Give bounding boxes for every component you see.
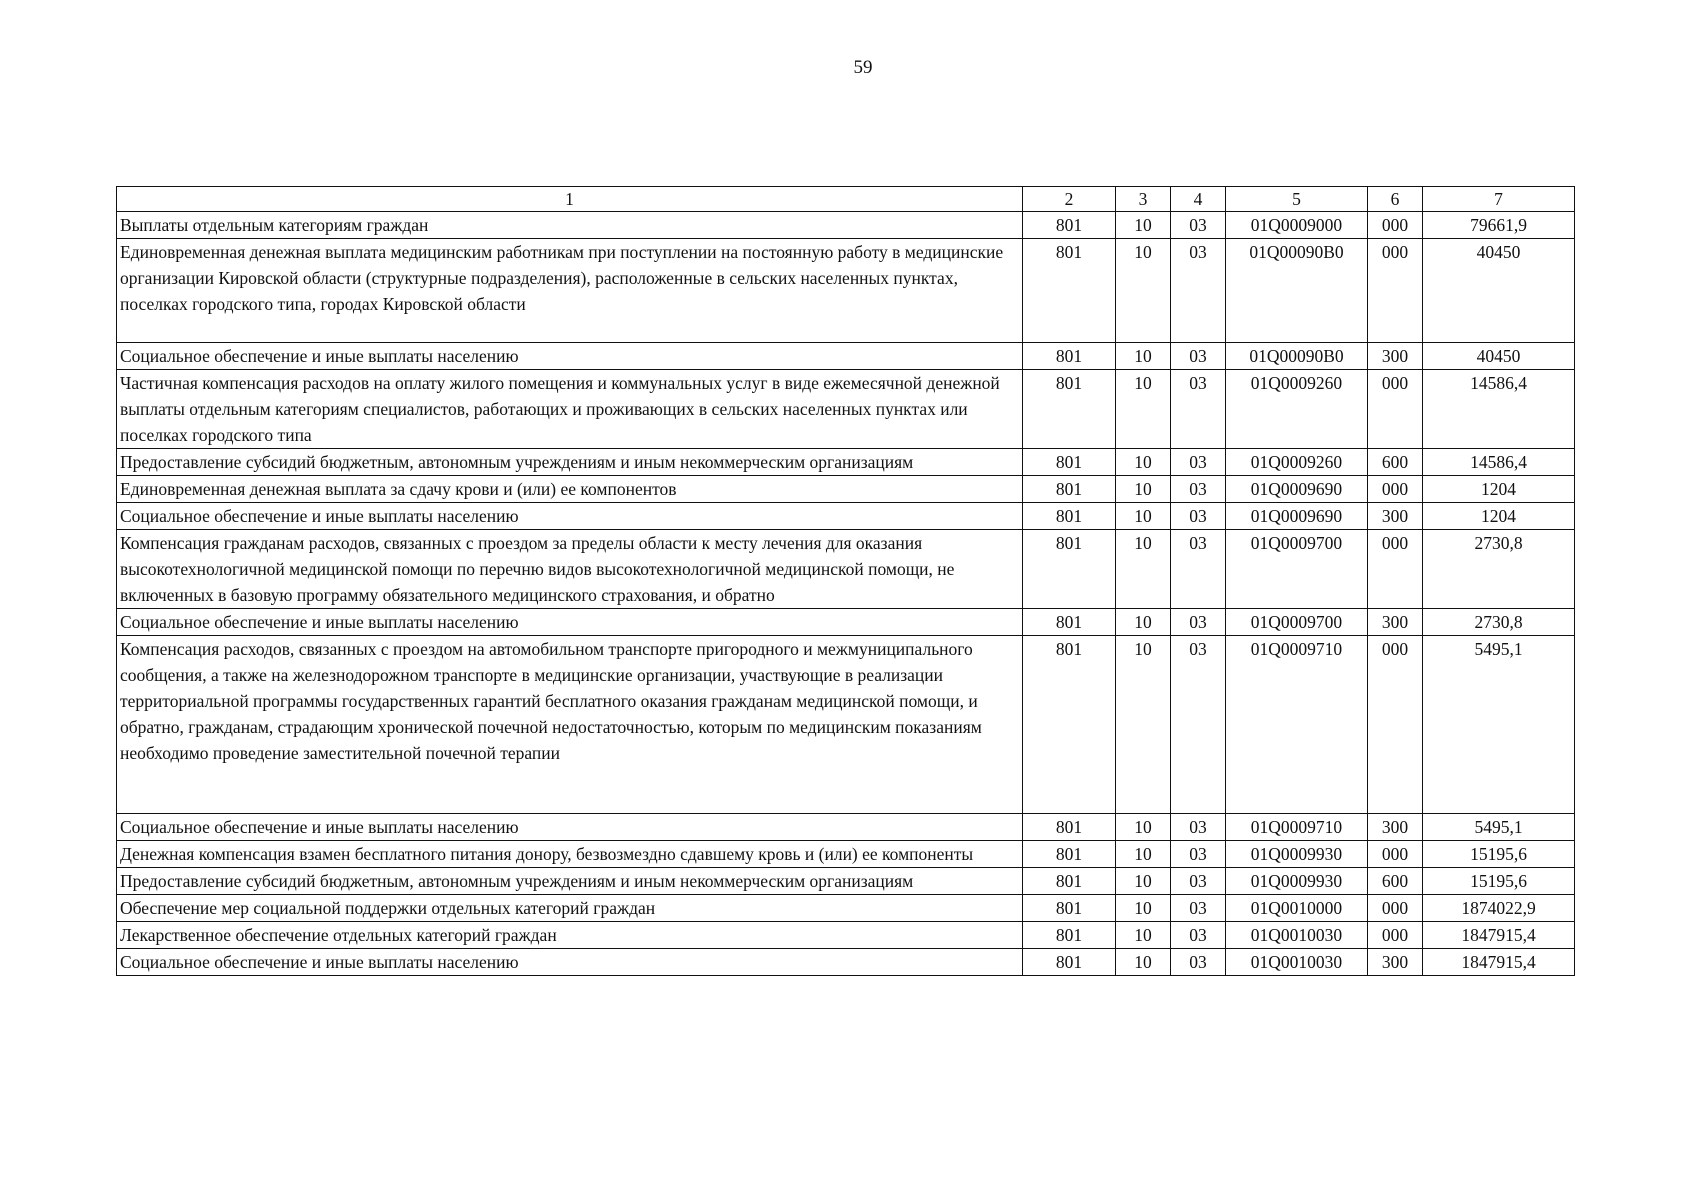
department-code-cell: 801	[1023, 370, 1116, 449]
table-row	[117, 841, 1575, 868]
amount-cell: 1874022,9	[1423, 895, 1575, 922]
target-article-cell: 01Q0009000	[1226, 212, 1368, 239]
section-code-cell: 10	[1116, 868, 1171, 895]
expense-type-cell: 000	[1368, 895, 1423, 922]
item-name-cell: Компенсация расходов, связанных с проездом на автомобильном транспорте пригородного и межмуниципального сообщения, а также на железнодорожном транспорте в медицинские организации, участвующие в реализации территориальной программы государственных гарантий бесплатного оказания гражданам медицинской помощи, и обратно, гражданам, страдающим хронической почечной недостаточностью, которым по медицинским показаниям необходимо проведение заместительной почечной терапии	[117, 636, 1023, 814]
section-code-cell: 10	[1116, 343, 1171, 370]
item-name-cell: Компенсация гражданам расходов, связанных с проездом за пределы области к месту лечения для оказания высокотехнологичной медицинской помощи по перечню видов высокотехнологичной медицинской помощи, не включенных в базовую программу обязательного медицинского страхования, и обратно	[117, 530, 1023, 609]
department-code-cell: 801	[1023, 239, 1116, 343]
item-name-cell: Единовременная денежная выплата медицинским работникам при поступлении на постоянную работу в медицинские организации Кировской области (структурные подразделения), расположенные в сельских населенных пунктах, поселках городского типа, городах Кировской области	[117, 239, 1023, 343]
expense-type-cell: 000	[1368, 841, 1423, 868]
section-code-cell: 10	[1116, 530, 1171, 609]
target-article-cell: 01Q0009700	[1226, 530, 1368, 609]
table-row	[117, 868, 1575, 895]
column-header: 2	[1023, 187, 1116, 212]
section-code-cell: 10	[1116, 841, 1171, 868]
target-article-cell: 01Q0010000	[1226, 895, 1368, 922]
table-row	[117, 949, 1575, 976]
table-row	[117, 449, 1575, 476]
subsection-code-cell: 03	[1171, 503, 1226, 530]
subsection-code-cell: 03	[1171, 239, 1226, 343]
amount-cell: 2730,8	[1423, 609, 1575, 636]
item-name-cell: Социальное обеспечение и иные выплаты населению	[117, 343, 1023, 370]
amount-cell: 1204	[1423, 503, 1575, 530]
subsection-code-cell: 03	[1171, 530, 1226, 609]
section-code-cell: 10	[1116, 922, 1171, 949]
subsection-code-cell: 03	[1171, 609, 1226, 636]
table-row	[117, 609, 1575, 636]
item-name-cell: Единовременная денежная выплата за сдачу крови и (или) ее компонентов	[117, 476, 1023, 503]
item-name-cell: Социальное обеспечение и иные выплаты населению	[117, 949, 1023, 976]
expense-type-cell: 000	[1368, 530, 1423, 609]
expense-type-cell: 000	[1368, 922, 1423, 949]
subsection-code-cell: 03	[1171, 476, 1226, 503]
target-article-cell: 01Q0009690	[1226, 503, 1368, 530]
expense-type-cell: 000	[1368, 370, 1423, 449]
subsection-code-cell: 03	[1171, 895, 1226, 922]
subsection-code-cell: 03	[1171, 212, 1226, 239]
subsection-code-cell: 03	[1171, 449, 1226, 476]
target-article-cell: 01Q0009260	[1226, 449, 1368, 476]
section-code-cell: 10	[1116, 895, 1171, 922]
target-article-cell: 01Q00090B0	[1226, 239, 1368, 343]
table-row	[117, 239, 1575, 343]
expense-type-cell: 300	[1368, 609, 1423, 636]
table-row	[117, 343, 1575, 370]
section-code-cell: 10	[1116, 503, 1171, 530]
expense-type-cell: 000	[1368, 476, 1423, 503]
item-name-cell: Денежная компенсация взамен бесплатного питания донору, безвозмездно сдавшему кровь и (или) ее компоненты	[117, 841, 1023, 868]
column-header: 6	[1368, 187, 1423, 212]
amount-cell: 2730,8	[1423, 530, 1575, 609]
item-name-cell: Социальное обеспечение и иные выплаты населению	[117, 814, 1023, 841]
department-code-cell: 801	[1023, 895, 1116, 922]
amount-cell: 5495,1	[1423, 814, 1575, 841]
subsection-code-cell: 03	[1171, 922, 1226, 949]
department-code-cell: 801	[1023, 636, 1116, 814]
subsection-code-cell: 03	[1171, 370, 1226, 449]
expense-type-cell: 300	[1368, 343, 1423, 370]
target-article-cell: 01Q0010030	[1226, 922, 1368, 949]
subsection-code-cell: 03	[1171, 343, 1226, 370]
department-code-cell: 801	[1023, 814, 1116, 841]
subsection-code-cell: 03	[1171, 636, 1226, 814]
target-article-cell: 01Q00090B0	[1226, 343, 1368, 370]
column-header: 7	[1423, 187, 1575, 212]
section-code-cell: 10	[1116, 212, 1171, 239]
amount-cell: 40450	[1423, 343, 1575, 370]
expense-type-cell: 000	[1368, 636, 1423, 814]
table-row	[117, 530, 1575, 609]
target-article-cell: 01Q0009260	[1226, 370, 1368, 449]
department-code-cell: 801	[1023, 609, 1116, 636]
department-code-cell: 801	[1023, 212, 1116, 239]
column-header: 1	[117, 187, 1023, 212]
amount-cell: 15195,6	[1423, 841, 1575, 868]
expense-type-cell: 300	[1368, 503, 1423, 530]
amount-cell: 1847915,4	[1423, 949, 1575, 976]
item-name-cell: Обеспечение мер социальной поддержки отдельных категорий граждан	[117, 895, 1023, 922]
table-row	[117, 636, 1575, 814]
target-article-cell: 01Q0009930	[1226, 868, 1368, 895]
department-code-cell: 801	[1023, 949, 1116, 976]
amount-cell: 40450	[1423, 239, 1575, 343]
department-code-cell: 801	[1023, 449, 1116, 476]
section-code-cell: 10	[1116, 636, 1171, 814]
department-code-cell: 801	[1023, 841, 1116, 868]
section-code-cell: 10	[1116, 814, 1171, 841]
item-name-cell: Социальное обеспечение и иные выплаты населению	[117, 503, 1023, 530]
expense-type-cell: 000	[1368, 239, 1423, 343]
column-header: 5	[1226, 187, 1368, 212]
department-code-cell: 801	[1023, 922, 1116, 949]
target-article-cell: 01Q0010030	[1226, 949, 1368, 976]
section-code-cell: 10	[1116, 370, 1171, 449]
subsection-code-cell: 03	[1171, 814, 1226, 841]
amount-cell: 1204	[1423, 476, 1575, 503]
item-name-cell: Частичная компенсация расходов на оплату жилого помещения и коммунальных услуг в виде ежемесячной денежной выплаты отдельным категориям специалистов, работающих и проживающих в сельских населенных пунктах или поселках городского типа	[117, 370, 1023, 449]
target-article-cell: 01Q0009710	[1226, 636, 1368, 814]
amount-cell: 14586,4	[1423, 370, 1575, 449]
expense-type-cell: 300	[1368, 814, 1423, 841]
department-code-cell: 801	[1023, 343, 1116, 370]
column-header: 3	[1116, 187, 1171, 212]
section-code-cell: 10	[1116, 449, 1171, 476]
subsection-code-cell: 03	[1171, 841, 1226, 868]
target-article-cell: 01Q0009710	[1226, 814, 1368, 841]
item-name-cell: Предоставление субсидий бюджетным, автономным учреждениям и иным некоммерческим организациям	[117, 868, 1023, 895]
expense-type-cell: 300	[1368, 949, 1423, 976]
department-code-cell: 801	[1023, 530, 1116, 609]
table-row	[117, 503, 1575, 530]
department-code-cell: 801	[1023, 868, 1116, 895]
department-code-cell: 801	[1023, 503, 1116, 530]
amount-cell: 5495,1	[1423, 636, 1575, 814]
item-name-cell: Выплаты отдельным категориям граждан	[117, 212, 1023, 239]
table-row	[117, 814, 1575, 841]
item-name-cell: Социальное обеспечение и иные выплаты населению	[117, 609, 1023, 636]
table-row	[117, 212, 1575, 239]
target-article-cell: 01Q0009690	[1226, 476, 1368, 503]
department-code-cell: 801	[1023, 476, 1116, 503]
target-article-cell: 01Q0009930	[1226, 841, 1368, 868]
section-code-cell: 10	[1116, 949, 1171, 976]
section-code-cell: 10	[1116, 476, 1171, 503]
table-row	[117, 922, 1575, 949]
section-code-cell: 10	[1116, 609, 1171, 636]
target-article-cell: 01Q0009700	[1226, 609, 1368, 636]
amount-cell: 1847915,4	[1423, 922, 1575, 949]
column-header: 4	[1171, 187, 1226, 212]
expense-type-cell: 000	[1368, 212, 1423, 239]
amount-cell: 79661,9	[1423, 212, 1575, 239]
table-row	[117, 895, 1575, 922]
page-number: 59	[853, 57, 873, 78]
section-code-cell: 10	[1116, 239, 1171, 343]
table-row	[117, 476, 1575, 503]
expense-type-cell: 600	[1368, 868, 1423, 895]
item-name-cell: Лекарственное обеспечение отдельных категорий граждан	[117, 922, 1023, 949]
amount-cell: 14586,4	[1423, 449, 1575, 476]
table-header-row	[117, 187, 1575, 212]
item-name-cell: Предоставление субсидий бюджетным, автономным учреждениям и иным некоммерческим организациям	[117, 449, 1023, 476]
budget-table	[116, 186, 1575, 976]
amount-cell: 15195,6	[1423, 868, 1575, 895]
subsection-code-cell: 03	[1171, 949, 1226, 976]
table-row	[117, 370, 1575, 449]
subsection-code-cell: 03	[1171, 868, 1226, 895]
expense-type-cell: 600	[1368, 449, 1423, 476]
